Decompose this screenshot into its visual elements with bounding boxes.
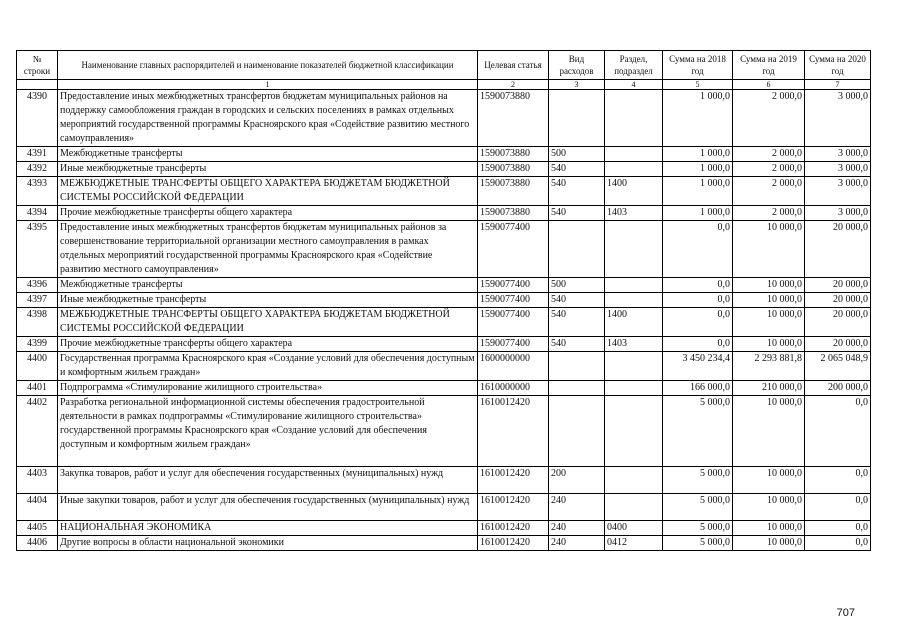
row-number-cell: 4398: [17, 308, 58, 337]
table-row: [17, 337, 871, 352]
row-name-cell: МЕЖБЮДЖЕТНЫЕ ТРАНСФЕРТЫ ОБЩЕГО ХАРАКТЕРА БЮДЖЕТАМ БЮДЖЕТНОЙ СИСТЕМЫ РОССИЙСКОЙ ФЕДЕРАЦИИ: [58, 308, 478, 337]
column-number: 7: [805, 80, 871, 90]
section-cell: [605, 278, 663, 293]
sum-2018-cell: 5 000,0: [663, 494, 733, 521]
sum-2019-cell: 10 000,0: [733, 221, 805, 278]
sum-2019-cell: 10 000,0: [733, 536, 805, 551]
sum-2020-cell: 0,0: [805, 396, 871, 467]
target-article-cell: 1600000000: [478, 352, 549, 381]
row-number-cell: 4401: [17, 381, 58, 396]
sum-2018-cell: 1 000,0: [663, 177, 733, 206]
row-number-cell: 4396: [17, 278, 58, 293]
sum-2019-cell: 10 000,0: [733, 521, 805, 536]
sum-2018-cell: 0,0: [663, 293, 733, 308]
sum-2019-cell: 2 293 881,8: [733, 352, 805, 381]
table-row: [17, 90, 871, 147]
sum-2020-cell: 2 065 048,9: [805, 352, 871, 381]
sum-2020-cell: 20 000,0: [805, 221, 871, 278]
sum-2018-cell: 1 000,0: [663, 147, 733, 162]
row-number-cell: 4397: [17, 293, 58, 308]
sum-2020-cell: 3 000,0: [805, 147, 871, 162]
row-name-cell: Предоставление иных межбюджетных трансфертов бюджетам муниципальных районов на поддержку самообложения граждан в городских и сельских поселениях в рамках отдельных мероприятий государственной программы Красноярского края «Содействие развитию местного самоуправления»: [58, 90, 478, 147]
expense-type-cell: 540: [549, 206, 605, 221]
column-number: 3: [549, 80, 605, 90]
section-cell: 1400: [605, 308, 663, 337]
expense-type-cell: 540: [549, 162, 605, 177]
row-number-cell: 4400: [17, 352, 58, 381]
section-cell: [605, 162, 663, 177]
column-number: 2: [478, 80, 549, 90]
expense-type-cell: 540: [549, 177, 605, 206]
target-article-cell: 1610012420: [478, 467, 549, 494]
target-article-cell: 1610012420: [478, 536, 549, 551]
header-sum-2019: Сумма на 2019 год: [733, 51, 805, 80]
table-row: [17, 467, 871, 494]
sum-2019-cell: 2 000,0: [733, 90, 805, 147]
sum-2018-cell: 5 000,0: [663, 396, 733, 467]
sum-2018-cell: 0,0: [663, 308, 733, 337]
table-row: [17, 293, 871, 308]
row-number-cell: 4394: [17, 206, 58, 221]
row-number-cell: 4404: [17, 494, 58, 521]
row-name-cell: Иные межбюджетные трансферты: [58, 162, 478, 177]
budget-table: [16, 50, 871, 551]
row-name-cell: Предоставление иных межбюджетных трансфертов бюджетам муниципальных районов за совершенствование территориальной организации местного самоуправления в рамках отдельных мероприятий государственной программы Красноярского края «Содействие развитию местного самоуправления»: [58, 221, 478, 278]
section-cell: 1400: [605, 177, 663, 206]
expense-type-cell: 500: [549, 147, 605, 162]
sum-2020-cell: 0,0: [805, 521, 871, 536]
row-name-cell: Подпрограмма «Стимулирование жилищного строительства»: [58, 381, 478, 396]
section-cell: [605, 396, 663, 467]
header-row-no: № строки: [17, 51, 58, 80]
table-row: [17, 396, 871, 467]
expense-type-cell: [549, 352, 605, 381]
sum-2018-cell: 1 000,0: [663, 90, 733, 147]
expense-type-cell: 500: [549, 278, 605, 293]
sum-2019-cell: 210 000,0: [733, 381, 805, 396]
table-row: [17, 381, 871, 396]
column-number: [17, 80, 58, 90]
section-cell: [605, 381, 663, 396]
column-number-row: [17, 80, 871, 90]
row-number-cell: 4406: [17, 536, 58, 551]
row-name-cell: МЕЖБЮДЖЕТНЫЕ ТРАНСФЕРТЫ ОБЩЕГО ХАРАКТЕРА БЮДЖЕТАМ БЮДЖЕТНОЙ СИСТЕМЫ РОССИЙСКОЙ ФЕДЕРАЦИИ: [58, 177, 478, 206]
target-article-cell: 1590077400: [478, 337, 549, 352]
expense-type-cell: [549, 396, 605, 467]
header-sum-2018: Сумма на 2018 год: [663, 51, 733, 80]
header-type: Вид расходов: [549, 51, 605, 80]
row-name-cell: Иные межбюджетные трансферты: [58, 293, 478, 308]
header-target: Целевая статья: [478, 51, 549, 80]
target-article-cell: 1590077400: [478, 293, 549, 308]
sum-2020-cell: 20 000,0: [805, 337, 871, 352]
section-cell: 1403: [605, 206, 663, 221]
expense-type-cell: [549, 221, 605, 278]
sum-2018-cell: 0,0: [663, 337, 733, 352]
sum-2020-cell: 3 000,0: [805, 162, 871, 177]
target-article-cell: 1610012420: [478, 521, 549, 536]
target-article-cell: 1610012420: [478, 396, 549, 467]
sum-2020-cell: 20 000,0: [805, 278, 871, 293]
sum-2020-cell: 0,0: [805, 467, 871, 494]
table-row: [17, 162, 871, 177]
sum-2018-cell: 166 000,0: [663, 381, 733, 396]
sum-2018-cell: 5 000,0: [663, 536, 733, 551]
table-row: [17, 221, 871, 278]
row-name-cell: Разработка региональной информационной системы обеспечения градостроительной деятельности в рамках подпрограммы «Стимулирование жилищного строительства» государственной программы Красноярского края «Создание условий для обеспечения доступным и комфортным жильем граждан»: [58, 396, 478, 467]
page-number: 707: [836, 607, 855, 619]
sum-2018-cell: 3 450 234,4: [663, 352, 733, 381]
sum-2020-cell: 3 000,0: [805, 177, 871, 206]
target-article-cell: 1590073880: [478, 162, 549, 177]
table-body: [17, 90, 871, 551]
expense-type-cell: 240: [549, 521, 605, 536]
section-cell: 1403: [605, 337, 663, 352]
row-name-cell: Межбюджетные трансферты: [58, 278, 478, 293]
table-row: [17, 352, 871, 381]
table-row: [17, 536, 871, 551]
section-cell: [605, 147, 663, 162]
target-article-cell: 1590073880: [478, 147, 549, 162]
row-number-cell: 4392: [17, 162, 58, 177]
table-header: [17, 51, 871, 90]
section-cell: [605, 90, 663, 147]
column-number: 4: [605, 80, 663, 90]
expense-type-cell: 540: [549, 293, 605, 308]
target-article-cell: 1590077400: [478, 308, 549, 337]
table-row: [17, 521, 871, 536]
sum-2019-cell: 10 000,0: [733, 293, 805, 308]
target-article-cell: 1590077400: [478, 221, 549, 278]
row-name-cell: Межбюджетные трансферты: [58, 147, 478, 162]
sum-2018-cell: 0,0: [663, 221, 733, 278]
row-name-cell: Закупка товаров, работ и услуг для обеспечения государственных (муниципальных) нужд: [58, 467, 478, 494]
sum-2018-cell: 1 000,0: [663, 162, 733, 177]
sum-2018-cell: 0,0: [663, 278, 733, 293]
sum-2020-cell: 200 000,0: [805, 381, 871, 396]
table-row: [17, 147, 871, 162]
sum-2019-cell: 10 000,0: [733, 278, 805, 293]
section-cell: [605, 352, 663, 381]
row-name-cell: Иные закупки товаров, работ и услуг для обеспечения государственных (муниципальных) нужд: [58, 494, 478, 521]
row-name-cell: НАЦИОНАЛЬНАЯ ЭКОНОМИКА: [58, 521, 478, 536]
expense-type-cell: 240: [549, 494, 605, 521]
row-name-cell: Другие вопросы в области национальной экономики: [58, 536, 478, 551]
target-article-cell: 1590073880: [478, 90, 549, 147]
target-article-cell: 1610012420: [478, 494, 549, 521]
column-number: 1: [58, 80, 478, 90]
sum-2019-cell: 2 000,0: [733, 162, 805, 177]
sum-2019-cell: 2 000,0: [733, 147, 805, 162]
sum-2020-cell: 3 000,0: [805, 206, 871, 221]
row-name-cell: Прочие межбюджетные трансферты общего характера: [58, 337, 478, 352]
header-sum-2020: Сумма на 2020 год: [805, 51, 871, 80]
table-row: [17, 308, 871, 337]
sum-2018-cell: 5 000,0: [663, 467, 733, 494]
sum-2020-cell: 20 000,0: [805, 308, 871, 337]
sum-2020-cell: 20 000,0: [805, 293, 871, 308]
sum-2018-cell: 1 000,0: [663, 206, 733, 221]
target-article-cell: 1590073880: [478, 206, 549, 221]
header-section: Раздел, подраздел: [605, 51, 663, 80]
expense-type-cell: 240: [549, 536, 605, 551]
target-article-cell: 1590077400: [478, 278, 549, 293]
section-cell: [605, 221, 663, 278]
row-number-cell: 4390: [17, 90, 58, 147]
expense-type-cell: 540: [549, 308, 605, 337]
row-number-cell: 4399: [17, 337, 58, 352]
row-number-cell: 4393: [17, 177, 58, 206]
section-cell: 0412: [605, 536, 663, 551]
sum-2019-cell: 10 000,0: [733, 396, 805, 467]
row-number-cell: 4405: [17, 521, 58, 536]
table-row: [17, 494, 871, 521]
sum-2020-cell: 0,0: [805, 494, 871, 521]
sum-2019-cell: 2 000,0: [733, 177, 805, 206]
row-number-cell: 4391: [17, 147, 58, 162]
sum-2019-cell: 2 000,0: [733, 206, 805, 221]
row-number-cell: 4395: [17, 221, 58, 278]
sum-2019-cell: 10 000,0: [733, 494, 805, 521]
row-name-cell: Государственная программа Красноярского края «Создание условий для обеспечения доступным и комфортным жильем граждан»: [58, 352, 478, 381]
section-cell: [605, 293, 663, 308]
sum-2020-cell: 0,0: [805, 536, 871, 551]
expense-type-cell: [549, 381, 605, 396]
table-row: [17, 278, 871, 293]
row-number-cell: 4403: [17, 467, 58, 494]
row-name-cell: Прочие межбюджетные трансферты общего характера: [58, 206, 478, 221]
row-number-cell: 4402: [17, 396, 58, 467]
header-name: Наименование главных распорядителей и наименование показателей бюджетной классификации: [58, 51, 478, 80]
table-row: [17, 177, 871, 206]
expense-type-cell: 200: [549, 467, 605, 494]
section-cell: 0400: [605, 521, 663, 536]
section-cell: [605, 494, 663, 521]
table-row: [17, 206, 871, 221]
expense-type-cell: 540: [549, 337, 605, 352]
target-article-cell: 1610000000: [478, 381, 549, 396]
column-number: 5: [663, 80, 733, 90]
column-number: 6: [733, 80, 805, 90]
sum-2019-cell: 10 000,0: [733, 337, 805, 352]
target-article-cell: 1590073880: [478, 177, 549, 206]
section-cell: [605, 467, 663, 494]
sum-2019-cell: 10 000,0: [733, 308, 805, 337]
expense-type-cell: [549, 90, 605, 147]
sum-2018-cell: 5 000,0: [663, 521, 733, 536]
sum-2020-cell: 3 000,0: [805, 90, 871, 147]
sum-2019-cell: 10 000,0: [733, 467, 805, 494]
